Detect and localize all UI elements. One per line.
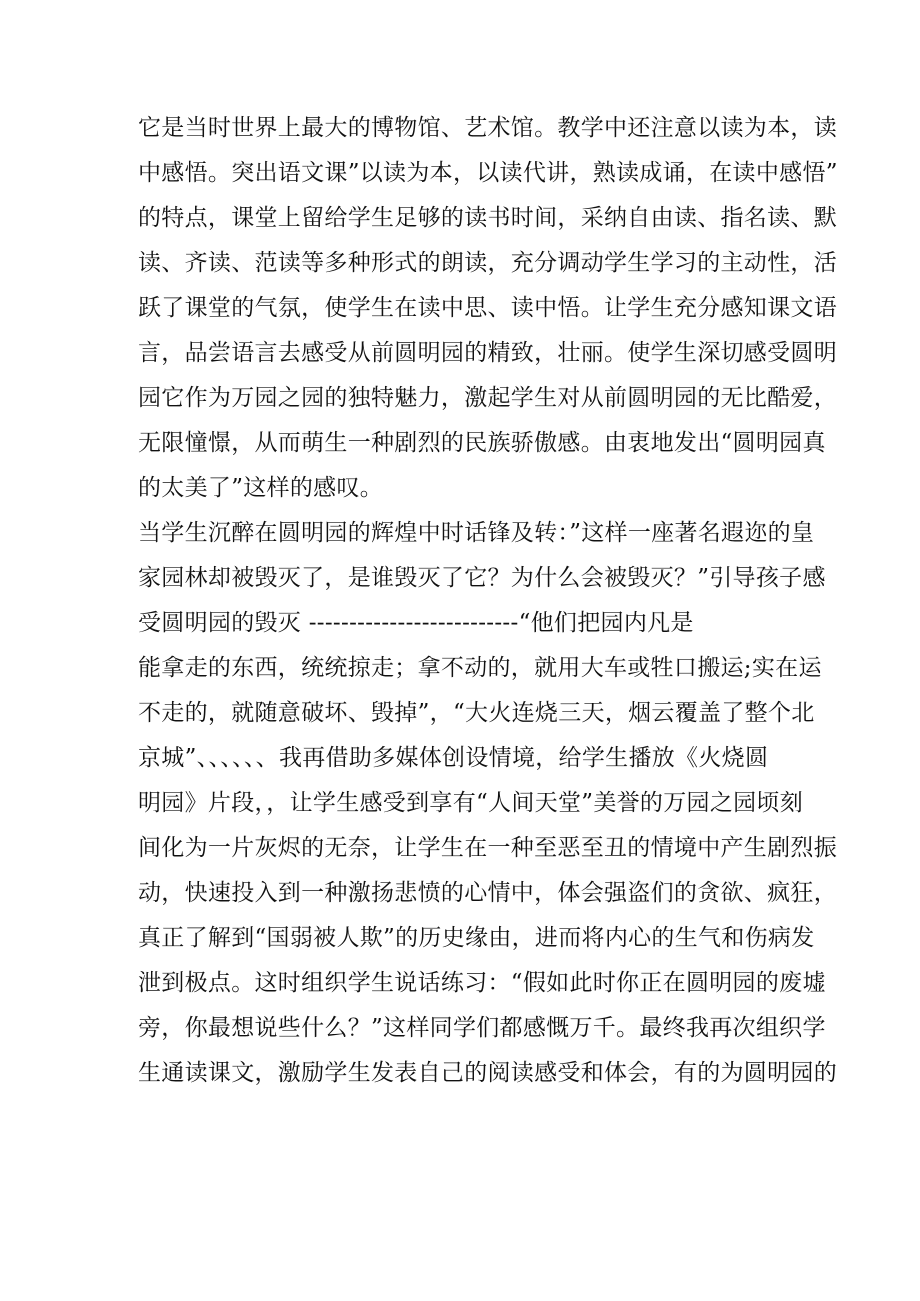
text-line: 明园》片段，，让学生感受到享有“人间天堂”美誉的万园之园顷刻 [138,790,804,816]
text-line: 跃了课堂的气氛，使学生在读中思、读中悟。让学生充分感知课文语 [138,295,837,321]
text-line: 读、齐读、范读等多种形式的朗读，充分调动学生学习的主动性，活 [138,250,837,276]
text-line: 间化为一片灰烬的无奈，让学生在一种至恶至丑的情境中产生剧烈振 [138,835,837,861]
text-line: 生通读课文，激励学生发表自己的阅读感受和体会，有的为圆明园的 [138,1060,837,1086]
text-line: 家园林却被毁灭了，是谁毁灭了它？为什么会被毁灭？”引导孩子感 [138,565,826,591]
text-line: 中感悟。突出语文课”以读为本，以读代讲，熟读成诵，在读中感悟” [138,160,838,186]
text-line: 真正了解到“国弱被人欺”的历史缘由，进而将内心的生气和伤病发 [138,925,815,951]
text-line: 言，品尝语言去感受从前圆明园的精致，壮丽。使学生深切感受圆明 [138,340,837,366]
text-line: 泄到极点。这时组织学生说话练习：“假如此时你正在圆明园的废墟 [138,970,826,996]
text-line: 不走的，就随意破坏、毁掉”，“大火连烧三天，烟云覆盖了整个北 [138,700,815,726]
text-line: 能拿走的东西，统统掠走；拿不动的，就用大车或牲口搬运;实在运 [138,655,822,681]
text-line: 京城”、、、、、、我再借助多媒体创设情境，给学生播放《火烧圆 [138,745,769,771]
text-line: 动，快速投入到一种激扬悲愤的心情中，体会强盗们的贪欲、疯狂， [138,880,837,906]
text-line: 当学生沉醉在圆明园的辉煌中时话锋及转：”这样一座著名遐迩的皇 [138,520,815,546]
text-line: 的特点，课堂上留给学生足够的读书时间，采纳自由读、指名读、默 [138,205,837,231]
text-line: 旁，你最想说些什么？”这样同学们都感慨万千。最终我再次组织学 [138,1015,826,1041]
text-line: 园它作为万园之园的独特魅力，激起学生对从前圆明园的无比酷爱， [138,385,837,411]
text-line: 它是当时世界上最大的博物馆、艺术馆。教学中还注意以读为本，读 [138,115,837,141]
text-line: 受圆明园的毁灭 --------------------------“他们把园内凡是 [138,610,694,636]
text-line: 无限憧憬，从而萌生一种剧烈的民族骄傲感。由衷地发出“圆明园真 [138,430,826,456]
text-line: 的太美了”这样的感叹。 [138,475,384,501]
